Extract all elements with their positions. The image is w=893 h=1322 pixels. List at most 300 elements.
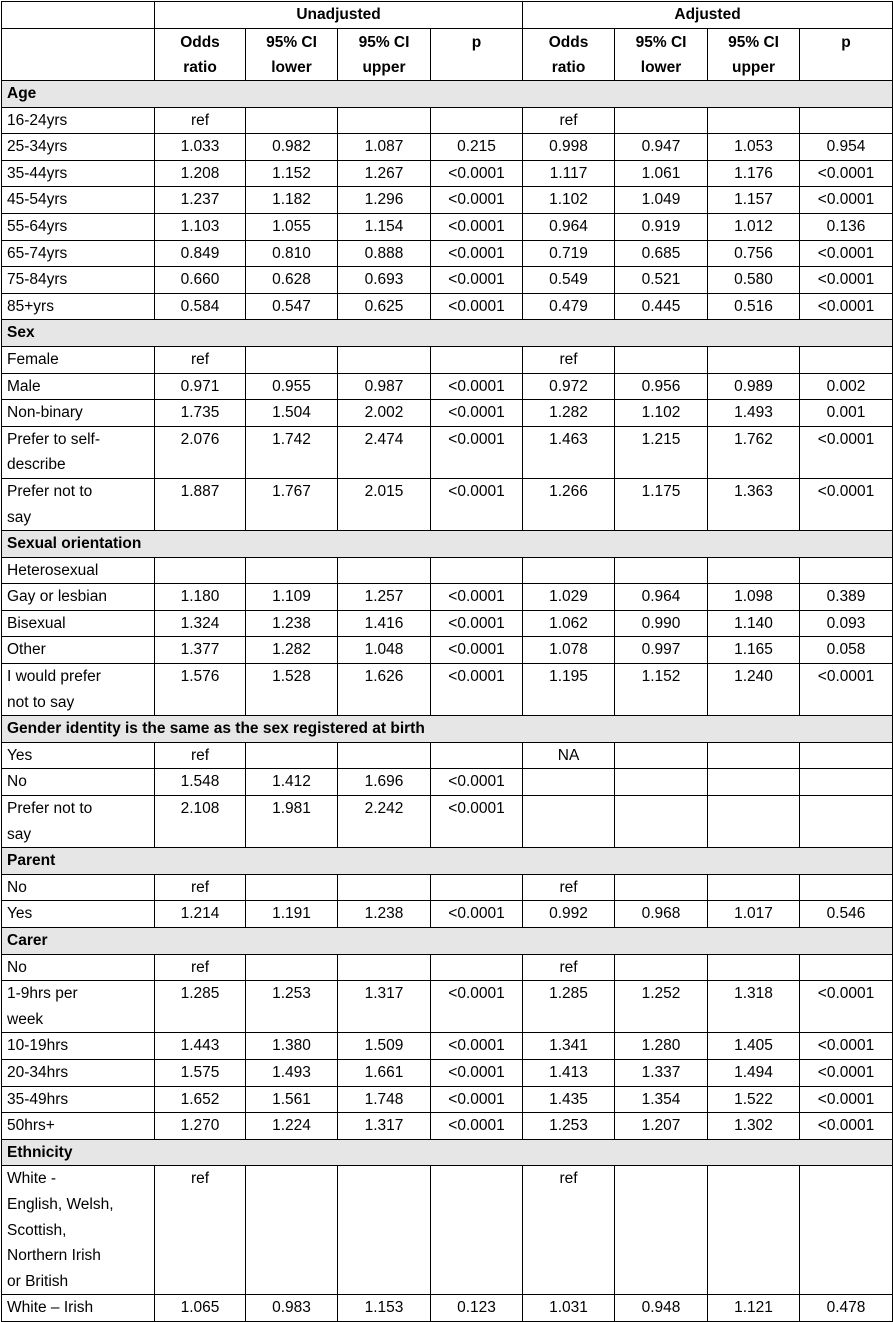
table-cell: 1.180 bbox=[155, 584, 246, 611]
table-cell bbox=[431, 742, 523, 769]
table-cell: 0.625 bbox=[338, 293, 431, 320]
table-cell: <0.0001 bbox=[431, 1113, 523, 1140]
table-cell: 1.191 bbox=[246, 901, 338, 928]
table-row bbox=[2, 134, 893, 161]
table-cell bbox=[338, 346, 431, 373]
row-label bbox=[2, 293, 155, 320]
table-cell: 0.992 bbox=[523, 901, 615, 928]
row-label-line: Female bbox=[7, 350, 59, 368]
table-cell bbox=[615, 954, 708, 981]
table-cell: 1.215 bbox=[615, 426, 708, 478]
table-cell: 0.516 bbox=[708, 293, 800, 320]
table-cell: 1.528 bbox=[246, 664, 338, 716]
table-cell: ref bbox=[523, 1166, 615, 1295]
header-label-cell bbox=[2, 29, 155, 81]
table-cell bbox=[338, 742, 431, 769]
row-label bbox=[2, 1113, 155, 1140]
table-cell: <0.0001 bbox=[800, 1059, 893, 1086]
table-row bbox=[2, 213, 893, 240]
table-cell: 0.987 bbox=[338, 373, 431, 400]
table-cell bbox=[615, 1166, 708, 1295]
table-cell: 1.053 bbox=[708, 134, 800, 161]
table-cell: 0.849 bbox=[155, 240, 246, 267]
table-cell: 1.282 bbox=[246, 637, 338, 664]
table-cell: 1.152 bbox=[246, 160, 338, 187]
table-cell: 1.696 bbox=[338, 769, 431, 796]
table-cell: 0.693 bbox=[338, 267, 431, 294]
table-row bbox=[2, 426, 893, 478]
row-label-line: 85+yrs bbox=[7, 297, 54, 315]
table-row bbox=[2, 400, 893, 427]
row-label-line: White – Irish bbox=[7, 1299, 94, 1317]
table-cell: 0.888 bbox=[338, 240, 431, 267]
table-cell: 1.767 bbox=[246, 478, 338, 530]
table-cell: 1.341 bbox=[523, 1033, 615, 1060]
table-cell: 1.324 bbox=[155, 610, 246, 637]
table-cell: <0.0001 bbox=[431, 769, 523, 796]
table-cell: ref bbox=[523, 874, 615, 901]
row-label-line: week bbox=[7, 1010, 44, 1028]
table-cell bbox=[431, 107, 523, 134]
table-cell: 1.509 bbox=[338, 1033, 431, 1060]
table-cell bbox=[431, 1166, 523, 1295]
table-cell: 1.048 bbox=[338, 637, 431, 664]
table-cell bbox=[615, 107, 708, 134]
table-cell: 1.735 bbox=[155, 400, 246, 427]
table-cell bbox=[800, 1166, 893, 1295]
table-cell: 0.919 bbox=[615, 213, 708, 240]
row-label-line: Bisexual bbox=[7, 614, 66, 632]
row-label-line: No bbox=[7, 878, 27, 896]
table-cell: 1.237 bbox=[155, 187, 246, 214]
table-cell: 1.413 bbox=[523, 1059, 615, 1086]
table-row bbox=[2, 1059, 893, 1086]
table-cell: 1.253 bbox=[246, 981, 338, 1033]
row-label bbox=[2, 664, 155, 716]
row-label-line: 25-34yrs bbox=[7, 138, 68, 156]
table-cell: 1.033 bbox=[155, 134, 246, 161]
row-label bbox=[2, 267, 155, 294]
table-cell bbox=[708, 1166, 800, 1295]
table-cell bbox=[431, 557, 523, 584]
table-cell: <0.0001 bbox=[800, 187, 893, 214]
table-cell: 1.742 bbox=[246, 426, 338, 478]
group-header-unadjusted: Unadjusted bbox=[155, 2, 523, 29]
table-cell: 0.093 bbox=[800, 610, 893, 637]
row-label bbox=[2, 769, 155, 796]
table-row bbox=[2, 1166, 893, 1295]
table-row bbox=[2, 373, 893, 400]
table-cell bbox=[800, 742, 893, 769]
row-label-line: No bbox=[7, 773, 27, 791]
header-group-row bbox=[2, 2, 893, 29]
row-label-line: English, Welsh, bbox=[7, 1195, 114, 1213]
table-cell bbox=[800, 769, 893, 796]
table-cell: 1.762 bbox=[708, 426, 800, 478]
table-cell: 1.285 bbox=[155, 981, 246, 1033]
table-cell: <0.0001 bbox=[431, 373, 523, 400]
section-header-row bbox=[2, 320, 893, 347]
table-cell: ref bbox=[155, 954, 246, 981]
table-cell: 1.102 bbox=[615, 400, 708, 427]
table-cell: 0.001 bbox=[800, 400, 893, 427]
table-cell bbox=[800, 796, 893, 848]
table-cell: 0.964 bbox=[523, 213, 615, 240]
table-cell: <0.0001 bbox=[800, 267, 893, 294]
table-cell: 1.443 bbox=[155, 1033, 246, 1060]
row-label-line: 45-54yrs bbox=[7, 191, 68, 209]
table-cell: 1.354 bbox=[615, 1086, 708, 1113]
table-cell: 1.363 bbox=[708, 478, 800, 530]
table-cell: 1.296 bbox=[338, 187, 431, 214]
table-cell: 0.136 bbox=[800, 213, 893, 240]
table-cell: <0.0001 bbox=[800, 1113, 893, 1140]
table-cell bbox=[708, 107, 800, 134]
table-cell: 1.405 bbox=[708, 1033, 800, 1060]
table-cell: 0.479 bbox=[523, 293, 615, 320]
table-cell: ref bbox=[523, 954, 615, 981]
row-label bbox=[2, 240, 155, 267]
table-cell: 1.103 bbox=[155, 213, 246, 240]
row-label-line: say bbox=[7, 508, 32, 526]
table-cell bbox=[615, 796, 708, 848]
row-label bbox=[2, 107, 155, 134]
table-header bbox=[2, 2, 893, 81]
table-cell: 0.954 bbox=[800, 134, 893, 161]
table-cell: 1.981 bbox=[246, 796, 338, 848]
table-cell: 0.445 bbox=[615, 293, 708, 320]
row-label-line: I would prefer bbox=[7, 668, 101, 686]
table-cell: 0.997 bbox=[615, 637, 708, 664]
column-header: Odds ratio bbox=[155, 29, 246, 81]
table-cell: ref bbox=[155, 346, 246, 373]
row-label-line: or British bbox=[7, 1272, 69, 1290]
table-cell bbox=[338, 954, 431, 981]
row-label-line: Yes bbox=[7, 746, 33, 764]
table-cell bbox=[800, 954, 893, 981]
table-cell: 1.176 bbox=[708, 160, 800, 187]
column-header: 95% CI upper bbox=[708, 29, 800, 81]
table-cell bbox=[338, 874, 431, 901]
row-label-line: Male bbox=[7, 377, 41, 395]
table-cell: 1.561 bbox=[246, 1086, 338, 1113]
table-cell: 1.195 bbox=[523, 664, 615, 716]
table-cell: 1.463 bbox=[523, 426, 615, 478]
section-title: Parent bbox=[2, 848, 893, 875]
table-cell: 1.207 bbox=[615, 1113, 708, 1140]
table-cell: 1.285 bbox=[523, 981, 615, 1033]
table-cell: ref bbox=[155, 1166, 246, 1295]
row-label bbox=[2, 742, 155, 769]
row-label bbox=[2, 1086, 155, 1113]
row-label-line: describe bbox=[7, 456, 66, 474]
section-title: Ethnicity bbox=[2, 1139, 893, 1166]
row-label bbox=[2, 1166, 155, 1295]
table-cell: 1.493 bbox=[708, 400, 800, 427]
table-cell: 1.029 bbox=[523, 584, 615, 611]
table-cell: ref bbox=[155, 742, 246, 769]
section-header-row bbox=[2, 848, 893, 875]
table-cell: 1.061 bbox=[615, 160, 708, 187]
table-cell bbox=[523, 769, 615, 796]
table-cell: 1.165 bbox=[708, 637, 800, 664]
table-cell: 1.575 bbox=[155, 1059, 246, 1086]
table-cell: 1.626 bbox=[338, 664, 431, 716]
table-row bbox=[2, 954, 893, 981]
table-cell: 1.065 bbox=[155, 1295, 246, 1322]
table-cell: 1.380 bbox=[246, 1033, 338, 1060]
table-row bbox=[2, 478, 893, 530]
table-cell: 1.078 bbox=[523, 637, 615, 664]
table-cell: <0.0001 bbox=[431, 400, 523, 427]
table-cell: 1.031 bbox=[523, 1295, 615, 1322]
table-cell: <0.0001 bbox=[431, 240, 523, 267]
table-cell: <0.0001 bbox=[431, 267, 523, 294]
table-cell: ref bbox=[155, 107, 246, 134]
table-row bbox=[2, 240, 893, 267]
table-cell bbox=[246, 107, 338, 134]
table-row bbox=[2, 267, 893, 294]
row-label bbox=[2, 557, 155, 584]
table-cell: 1.214 bbox=[155, 901, 246, 928]
table-cell bbox=[800, 874, 893, 901]
row-label bbox=[2, 426, 155, 478]
table-cell: 1.548 bbox=[155, 769, 246, 796]
table-row bbox=[2, 664, 893, 716]
table-cell bbox=[246, 557, 338, 584]
table-cell: 0.547 bbox=[246, 293, 338, 320]
table-cell: 1.109 bbox=[246, 584, 338, 611]
table-cell: 1.257 bbox=[338, 584, 431, 611]
table-row bbox=[2, 187, 893, 214]
table-cell: <0.0001 bbox=[431, 187, 523, 214]
table-cell: 1.748 bbox=[338, 1086, 431, 1113]
table-cell: 0.478 bbox=[800, 1295, 893, 1322]
table-cell: 1.494 bbox=[708, 1059, 800, 1086]
row-label-line: 75-84yrs bbox=[7, 271, 68, 289]
row-label-line: say bbox=[7, 825, 32, 843]
table-cell bbox=[708, 796, 800, 848]
section-title: Age bbox=[2, 81, 893, 108]
table-cell: 1.087 bbox=[338, 134, 431, 161]
table-cell: 0.389 bbox=[800, 584, 893, 611]
row-label bbox=[2, 1059, 155, 1086]
table-cell bbox=[800, 346, 893, 373]
table-cell bbox=[708, 954, 800, 981]
column-header: 95% CI lower bbox=[246, 29, 338, 81]
row-label-line: 65-74yrs bbox=[7, 244, 68, 262]
table-cell: NA bbox=[523, 742, 615, 769]
row-label-line: Scottish, bbox=[7, 1221, 67, 1239]
row-label bbox=[2, 874, 155, 901]
table-cell: 1.117 bbox=[523, 160, 615, 187]
table-cell: <0.0001 bbox=[431, 584, 523, 611]
row-label-line: 10-19hrs bbox=[7, 1037, 69, 1055]
table-cell bbox=[615, 346, 708, 373]
table-cell: 1.652 bbox=[155, 1086, 246, 1113]
row-label bbox=[2, 981, 155, 1033]
table-cell: <0.0001 bbox=[431, 293, 523, 320]
row-label bbox=[2, 346, 155, 373]
column-header: p bbox=[800, 29, 893, 81]
section-title: Carer bbox=[2, 928, 893, 955]
table-row bbox=[2, 1033, 893, 1060]
section-header-row bbox=[2, 1139, 893, 1166]
section-title: Sexual orientation bbox=[2, 531, 893, 558]
table-cell bbox=[523, 796, 615, 848]
column-header: Odds ratio bbox=[523, 29, 615, 81]
table-row bbox=[2, 346, 893, 373]
table-cell: 0.998 bbox=[523, 134, 615, 161]
table-cell: 1.282 bbox=[523, 400, 615, 427]
row-label bbox=[2, 796, 155, 848]
table-cell: 1.152 bbox=[615, 664, 708, 716]
table-cell: 1.240 bbox=[708, 664, 800, 716]
table-cell: 1.055 bbox=[246, 213, 338, 240]
table-cell: <0.0001 bbox=[800, 240, 893, 267]
table-row bbox=[2, 981, 893, 1033]
table-cell: ref bbox=[155, 874, 246, 901]
table-cell bbox=[708, 874, 800, 901]
table-cell bbox=[615, 769, 708, 796]
table-cell: <0.0001 bbox=[800, 981, 893, 1033]
table-cell bbox=[431, 346, 523, 373]
table-cell: <0.0001 bbox=[800, 160, 893, 187]
table-cell: 2.242 bbox=[338, 796, 431, 848]
table-cell: <0.0001 bbox=[800, 478, 893, 530]
table-cell: <0.0001 bbox=[800, 1086, 893, 1113]
table-cell: <0.0001 bbox=[431, 796, 523, 848]
row-label-line: Prefer to self- bbox=[7, 430, 101, 448]
table-row bbox=[2, 796, 893, 848]
row-label-line: 20-34hrs bbox=[7, 1063, 69, 1081]
table-cell: 0.549 bbox=[523, 267, 615, 294]
row-label-line: Non-binary bbox=[7, 404, 83, 422]
table-cell: <0.0001 bbox=[431, 664, 523, 716]
table-cell: 1.887 bbox=[155, 478, 246, 530]
table-cell: <0.0001 bbox=[431, 213, 523, 240]
table-cell bbox=[246, 742, 338, 769]
row-label bbox=[2, 954, 155, 981]
table-cell: 2.002 bbox=[338, 400, 431, 427]
table-cell: 0.628 bbox=[246, 267, 338, 294]
row-label bbox=[2, 637, 155, 664]
table-cell: 1.098 bbox=[708, 584, 800, 611]
header-corner-cell bbox=[2, 2, 155, 29]
table-cell: <0.0001 bbox=[431, 610, 523, 637]
table-cell bbox=[708, 769, 800, 796]
table-cell: 0.546 bbox=[800, 901, 893, 928]
table-cell: 0.810 bbox=[246, 240, 338, 267]
row-label-line: not to say bbox=[7, 693, 75, 711]
table-cell: 0.215 bbox=[431, 134, 523, 161]
row-label-line: Heterosexual bbox=[7, 561, 99, 579]
row-label bbox=[2, 134, 155, 161]
row-label-line: White - bbox=[7, 1170, 57, 1188]
section-header-row bbox=[2, 531, 893, 558]
row-label bbox=[2, 213, 155, 240]
table-cell: 1.337 bbox=[615, 1059, 708, 1086]
table-body bbox=[2, 81, 893, 1322]
table-cell: <0.0001 bbox=[431, 1086, 523, 1113]
table-cell bbox=[246, 346, 338, 373]
table-row bbox=[2, 1086, 893, 1113]
row-label-line: Gay or lesbian bbox=[7, 588, 107, 606]
table-cell: 0.982 bbox=[246, 134, 338, 161]
table-cell bbox=[338, 107, 431, 134]
table-cell: 0.521 bbox=[615, 267, 708, 294]
table-cell bbox=[708, 742, 800, 769]
row-label-line: 35-49hrs bbox=[7, 1090, 69, 1108]
table-cell: 0.123 bbox=[431, 1295, 523, 1322]
table-cell: 0.947 bbox=[615, 134, 708, 161]
table-cell bbox=[431, 874, 523, 901]
table-cell: 1.504 bbox=[246, 400, 338, 427]
table-cell: 1.154 bbox=[338, 213, 431, 240]
table-cell: <0.0001 bbox=[431, 901, 523, 928]
table-cell: 1.049 bbox=[615, 187, 708, 214]
column-header: 95% CI upper bbox=[338, 29, 431, 81]
table-cell: 0.002 bbox=[800, 373, 893, 400]
table-row bbox=[2, 901, 893, 928]
row-label-line: Yes bbox=[7, 905, 33, 923]
table-cell: 1.576 bbox=[155, 664, 246, 716]
section-title: Sex bbox=[2, 320, 893, 347]
column-header: 95% CI lower bbox=[615, 29, 708, 81]
table-row bbox=[2, 637, 893, 664]
table-cell: 0.948 bbox=[615, 1295, 708, 1322]
row-label bbox=[2, 610, 155, 637]
table-cell: 1.012 bbox=[708, 213, 800, 240]
table-cell: <0.0001 bbox=[431, 478, 523, 530]
table-cell: 0.580 bbox=[708, 267, 800, 294]
row-label-line: 50hrs+ bbox=[7, 1117, 55, 1135]
table-cell: 0.956 bbox=[615, 373, 708, 400]
table-cell: 1.062 bbox=[523, 610, 615, 637]
table-cell: 1.266 bbox=[523, 478, 615, 530]
table-cell: ref bbox=[523, 346, 615, 373]
row-label-line: Prefer not to bbox=[7, 800, 93, 818]
row-label-line: Prefer not to bbox=[7, 482, 93, 500]
table-cell: 1.416 bbox=[338, 610, 431, 637]
table-cell: 1.377 bbox=[155, 637, 246, 664]
table-cell: 1.224 bbox=[246, 1113, 338, 1140]
row-label bbox=[2, 901, 155, 928]
table-cell: 0.972 bbox=[523, 373, 615, 400]
table-cell: 1.102 bbox=[523, 187, 615, 214]
table-cell bbox=[615, 742, 708, 769]
table-cell: <0.0001 bbox=[431, 981, 523, 1033]
table-cell bbox=[800, 107, 893, 134]
row-label-line: 1-9hrs per bbox=[7, 985, 78, 1003]
table-cell: 1.493 bbox=[246, 1059, 338, 1086]
table-row bbox=[2, 557, 893, 584]
table-cell: 2.474 bbox=[338, 426, 431, 478]
table-row bbox=[2, 107, 893, 134]
table-cell: 0.968 bbox=[615, 901, 708, 928]
table-cell: 1.280 bbox=[615, 1033, 708, 1060]
table-cell: 0.983 bbox=[246, 1295, 338, 1322]
table-row bbox=[2, 293, 893, 320]
table-cell bbox=[431, 954, 523, 981]
row-label-line: 35-44yrs bbox=[7, 164, 68, 182]
table-cell: <0.0001 bbox=[431, 1033, 523, 1060]
table-cell: 1.317 bbox=[338, 1113, 431, 1140]
table-cell: 0.964 bbox=[615, 584, 708, 611]
section-header-row bbox=[2, 81, 893, 108]
table-row bbox=[2, 874, 893, 901]
table-cell: 1.208 bbox=[155, 160, 246, 187]
